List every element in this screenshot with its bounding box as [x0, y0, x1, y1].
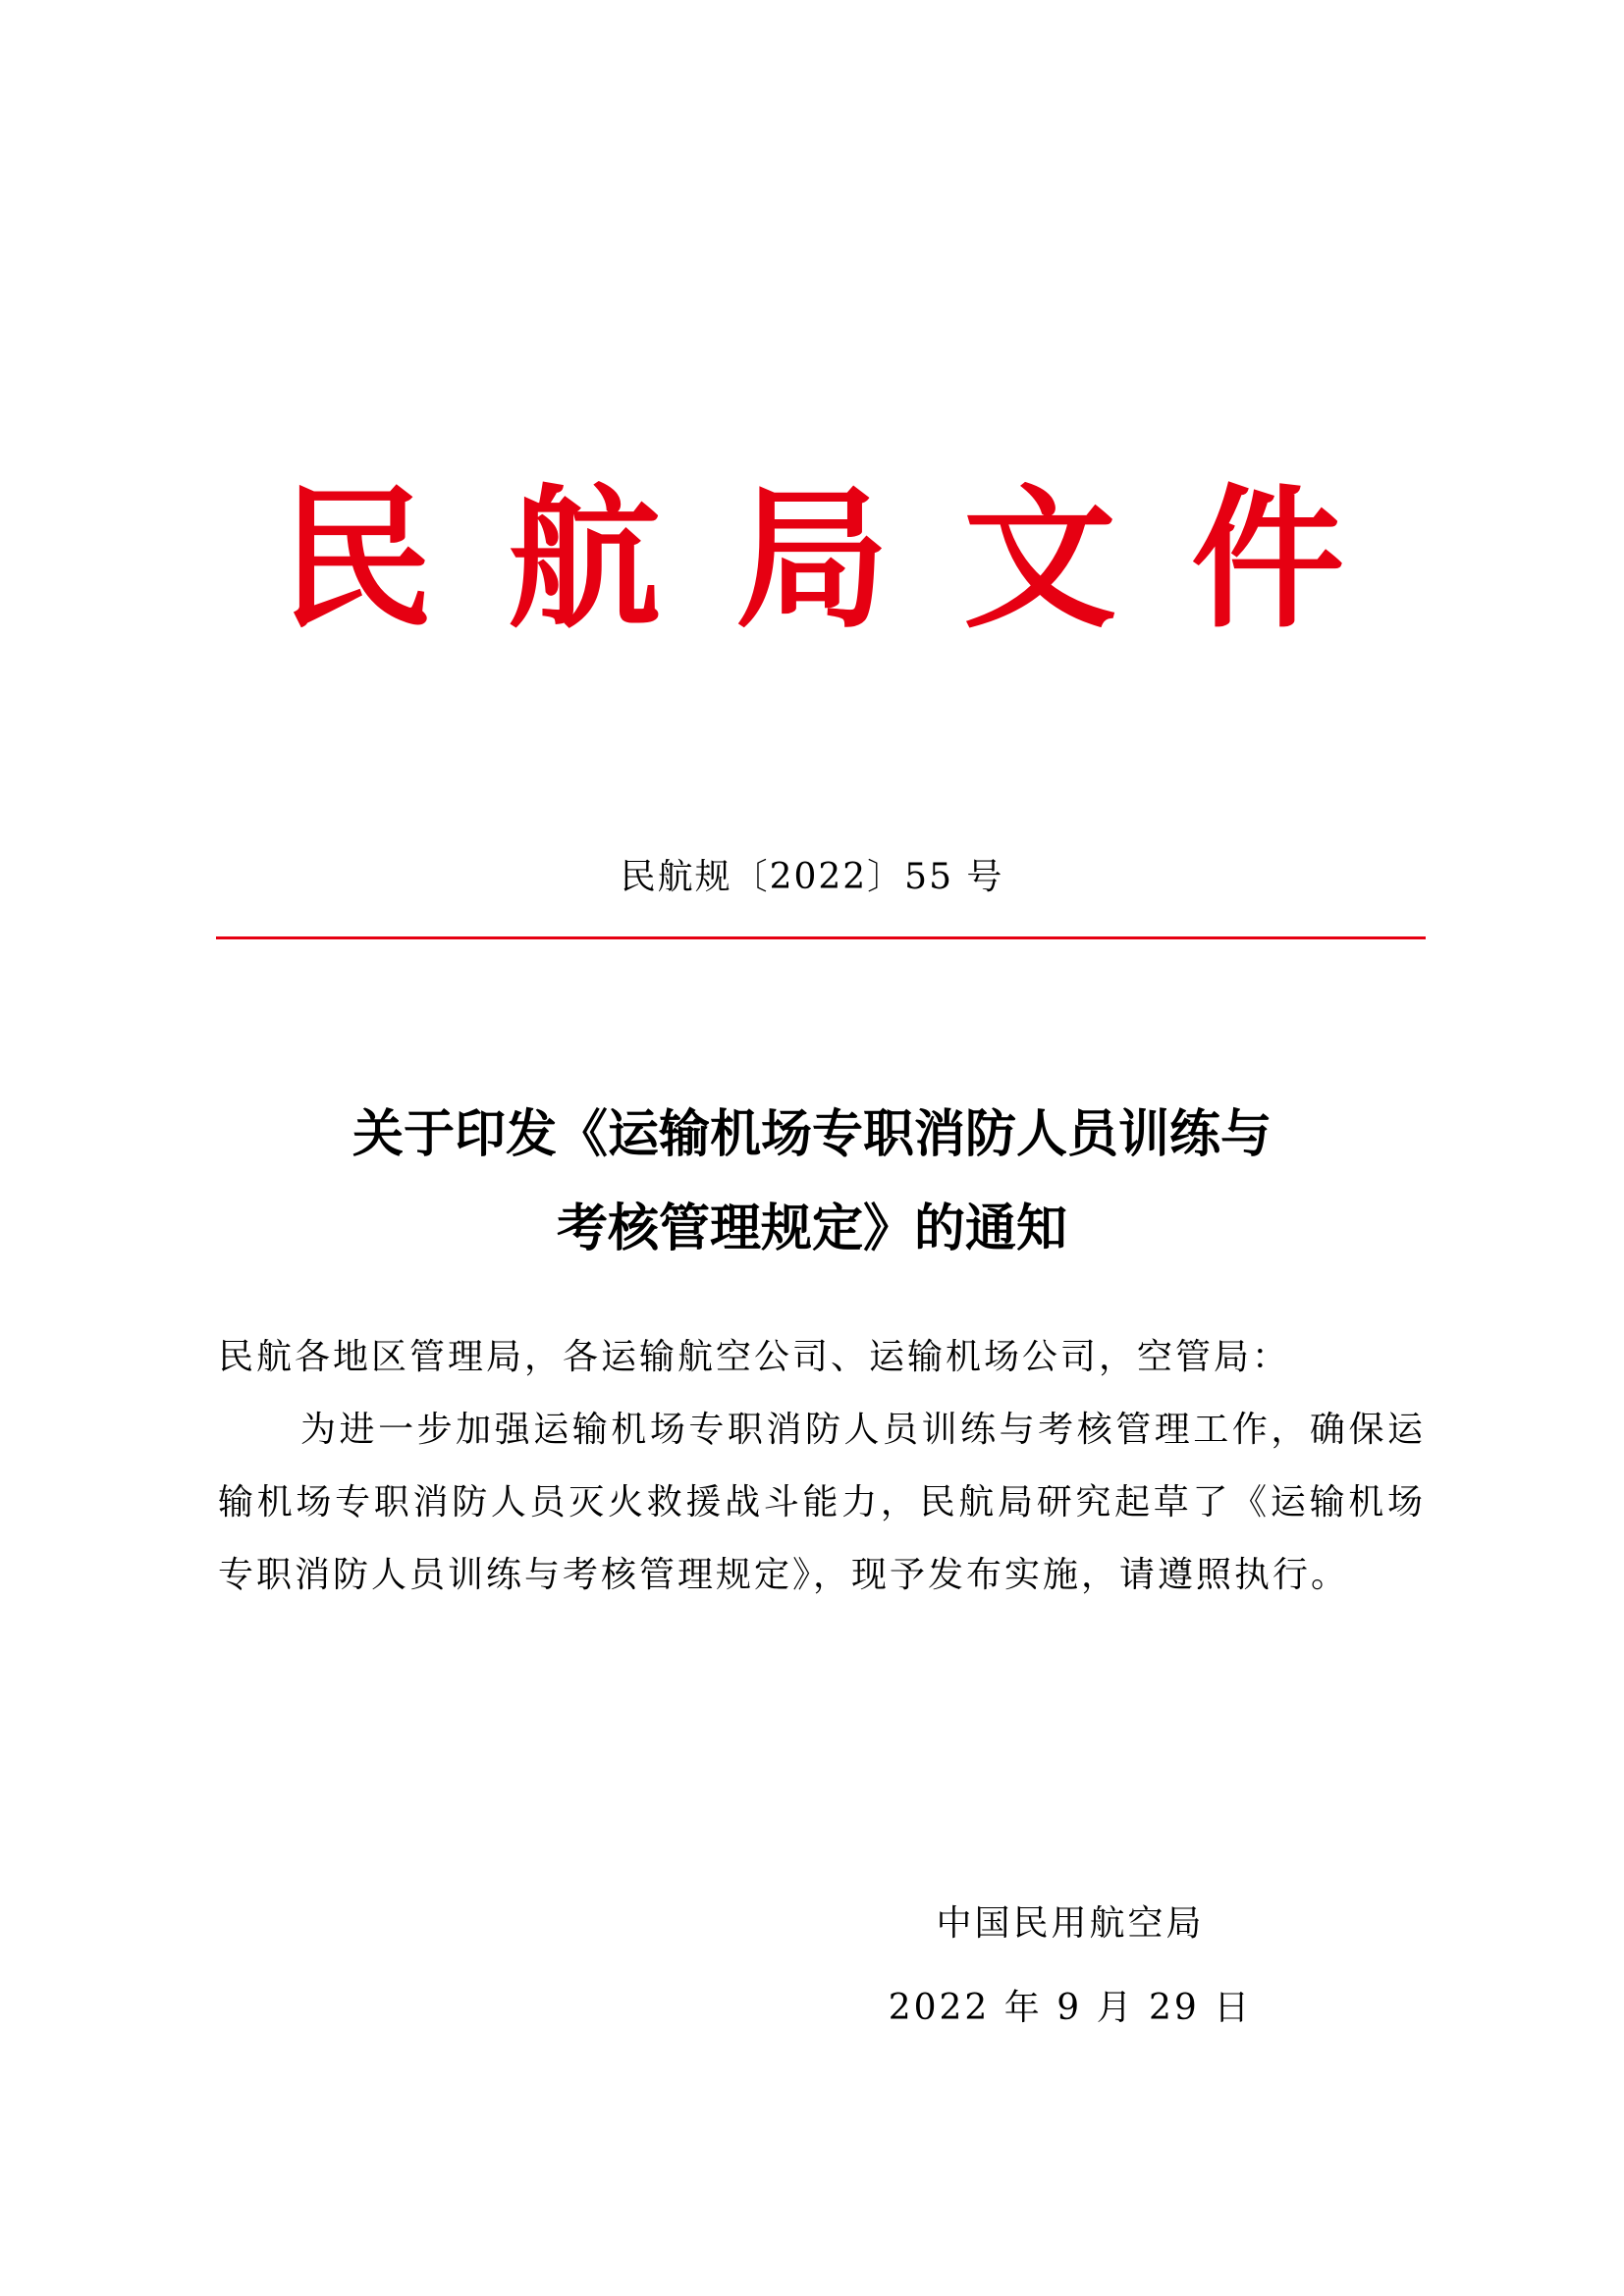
title-line-2: 考核管理规定》的通知 — [556, 1199, 1067, 1258]
masthead-char: 航 — [508, 470, 661, 649]
document-number: 民航规〔2022〕55 号 — [620, 857, 1004, 897]
issuer-name: 中国民用航空局 — [936, 1903, 1205, 1944]
masthead-char: 文 — [963, 470, 1116, 649]
masthead-char: 件 — [1191, 470, 1344, 649]
document-body — [218, 1321, 1426, 1612]
title-line-1: 关于印发《运输机场专职消防人员训练与 — [352, 1104, 1272, 1164]
issue-date: 2022 年 9 月 29 日 — [888, 1988, 1253, 2028]
masthead-char: 民 — [280, 470, 433, 649]
body-paragraph: 为进一步加强运输机场专职消防人员训练与考核管理工作，确保运输机场专职消防人员灭火救援战斗能力，民航局研究起草了《运输机场专职消防人员训练与考核管理规定》，现予发布实施，请遵照执行。 — [218, 1410, 1426, 1595]
document-masthead — [0, 461, 1624, 658]
masthead-char: 局 — [735, 470, 889, 649]
addressee-line: 民航各地区管理局，各运输航空公司、运输机场公司，空管局： — [218, 1337, 1291, 1377]
red-divider-line — [216, 936, 1426, 939]
document-title — [0, 1088, 1624, 1276]
signature-block — [854, 1896, 1286, 2036]
